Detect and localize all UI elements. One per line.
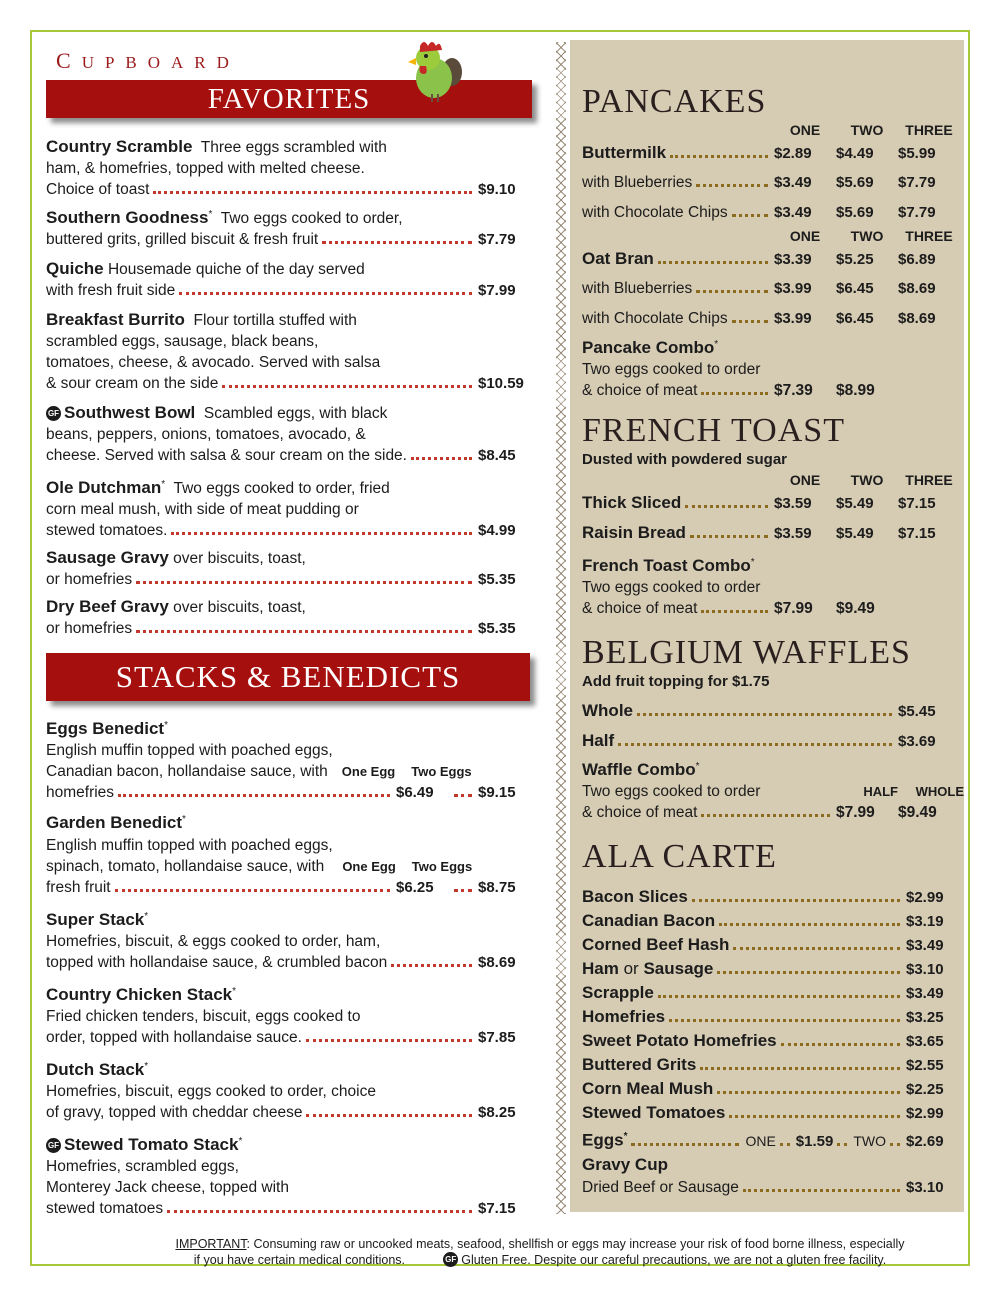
menu-item: GF Southwest Bowl Scambled eggs, with black beans, peppers, onions, tomatoes, avocado, & cheese. Served with salsa & sour cream on the side. $8.45	[46, 403, 516, 465]
menu-item: Eggs Benedict* English muffin topped with poached eggs, Canadian bacon, hollandaise sauce, with One Egg Two Eggs homefries $6.49 $9.15	[46, 719, 516, 802]
favorites-list	[46, 136, 532, 639]
list-item: Corned Beef Hash $3.49	[582, 935, 944, 955]
list-item: Canadian Bacon $3.19	[582, 911, 944, 931]
ala-carte-title: ALA CARTE	[582, 838, 777, 876]
menu-item: Dry Beef Gravy over biscuits, toast, or homefries $5.35	[46, 597, 516, 638]
divider	[556, 42, 566, 1214]
waffles-title: BELGIUM WAFFLES	[582, 634, 911, 672]
favorites-banner: FAVORITES	[46, 80, 532, 118]
price-row: Buttermilk $2.89 $4.49 $5.99	[582, 143, 936, 162]
brand-name: CUPBOARD	[56, 48, 240, 73]
price-row: Raisin Bread $3.59 $5.49 $7.15	[582, 523, 936, 543]
rooster-icon	[402, 36, 472, 106]
gluten-free-icon: GF	[46, 1138, 61, 1153]
list-item: Buttered Grits $2.55	[582, 1055, 944, 1075]
pancakes-title: PANCAKES	[582, 83, 767, 120]
price-row: with Chocolate Chips $3.49 $5.69 $7.79	[582, 204, 936, 221]
menu-item: Country Scramble Three eggs scrambled with ham, & homefries, topped with melted cheese. Choice of toast $9.10	[46, 137, 516, 198]
list-item: Sweet Potato Homefries $3.65	[582, 1031, 944, 1051]
list-item: Eggs* ONE $1.59 TWO $2.69	[582, 1131, 944, 1151]
list-item: Bacon Slices $2.99	[582, 887, 944, 907]
menu-item: Breakfast Burrito Flour tortilla stuffed with scrambled eggs, sausage, black beans, tomatoes, cheese, & avocado. Served with salsa & sour cream on the side $10.59	[46, 310, 524, 393]
stacks-banner: STACKS & BENEDICTS	[46, 653, 530, 701]
pancakes-columns: ONE TWO THREE	[789, 228, 953, 244]
price-row: with Blueberries $3.49 $5.69 $7.79	[582, 174, 936, 191]
price-row: Half $3.69	[582, 731, 936, 751]
price-row: Thick Sliced $3.59 $5.49 $7.15	[582, 493, 936, 513]
menu-item: French Toast Combo* Two eggs cooked to order & choice of meat $7.99 $9.49	[582, 556, 875, 618]
menu-item: Waffle Combo* Two eggs cooked to order HALF WHOLE & choice of meat $7.99 $9.49	[582, 760, 964, 822]
french-toast-columns: ONE TWO THREE	[789, 472, 953, 489]
list-item: Gravy Cup	[582, 1155, 668, 1175]
list-item: Scrapple $3.49	[582, 983, 944, 1003]
left-column	[46, 48, 532, 1219]
menu-item: Pancake Combo* Two eggs cooked to order & choice of meat $7.39 $8.99	[582, 338, 875, 400]
gluten-free-icon: GF	[443, 1252, 458, 1267]
gluten-free-icon: GF	[46, 406, 61, 421]
menu-item: Southern Goodness* Two eggs cooked to order, buttered grits, grilled biscuit & fresh fruit $7.79	[46, 208, 516, 249]
menu-item: Quiche Housemade quiche of the day served with fresh fruit side $7.99	[46, 259, 516, 300]
list-item: Stewed Tomatoes $2.99	[582, 1103, 944, 1123]
menu-item: Sausage Gravy over biscuits, toast, or homefries $5.35	[46, 548, 516, 589]
french-toast-title: FRENCH TOAST	[582, 412, 845, 450]
price-row: Whole $5.45	[582, 701, 936, 721]
price-row: with Chocolate Chips $3.99 $6.45 $8.69	[582, 310, 936, 327]
list-item: Corn Meal Mush $2.25	[582, 1079, 944, 1099]
stacks-list	[46, 715, 532, 1219]
french-toast-note: Dusted with powdered sugar	[582, 451, 788, 469]
right-column	[582, 82, 964, 1199]
list-item: Homefries $3.25	[582, 1007, 944, 1027]
pancakes-columns: ONE TWO THREE	[789, 122, 953, 138]
menu-item: Super Stack* Homefries, biscuit, & eggs cooked to order, ham, topped with hollandaise sauce, & crumbled bacon $8.69	[46, 909, 516, 971]
menu-item: Garden Benedict* English muffin topped with poached eggs, spinach, tomato, hollandaise sauce, with One Egg Two Eggs fresh fruit $6.25 $8.75	[46, 813, 516, 896]
menu-item: Country Chicken Stack* Fried chicken tenders, biscuit, eggs cooked to order, topped with hollandaise sauce. $7.85	[46, 984, 516, 1046]
list-item: Dried Beef or Sausage $3.10	[582, 1179, 944, 1197]
menu-item: Dutch Stack* Homefries, biscuit, eggs cooked to order, choice of gravy, topped with cheddar cheese $8.25	[46, 1060, 516, 1122]
ala-carte-list	[582, 885, 960, 1199]
price-row: with Blueberries $3.99 $6.45 $8.69	[582, 280, 936, 297]
price-row: Oat Bran $3.39 $5.25 $6.89	[582, 249, 936, 268]
footer-disclaimer: IMPORTANT: Consuming raw or uncooked meats, seafood, shellfish or eggs may increase your risk of food borne illness, especially if you have certain medical conditions. GF Gluten Free. Despite our careful precautions, we are not a gluten free facility.	[175, 1237, 905, 1267]
menu-item: GF Stewed Tomato Stack* Homefries, scrambled eggs, Monterey Jack cheese, topped with stewed tomatoes $7.15	[46, 1135, 516, 1218]
list-item: Ham or Sausage $3.10	[582, 959, 944, 979]
waffles-note: Add fruit topping for $1.75	[582, 673, 770, 691]
menu-item: Ole Dutchman* Two eggs cooked to order, fried corn meal mush, with side of meat pudding or stewed tomatoes. $4.99	[46, 478, 516, 540]
